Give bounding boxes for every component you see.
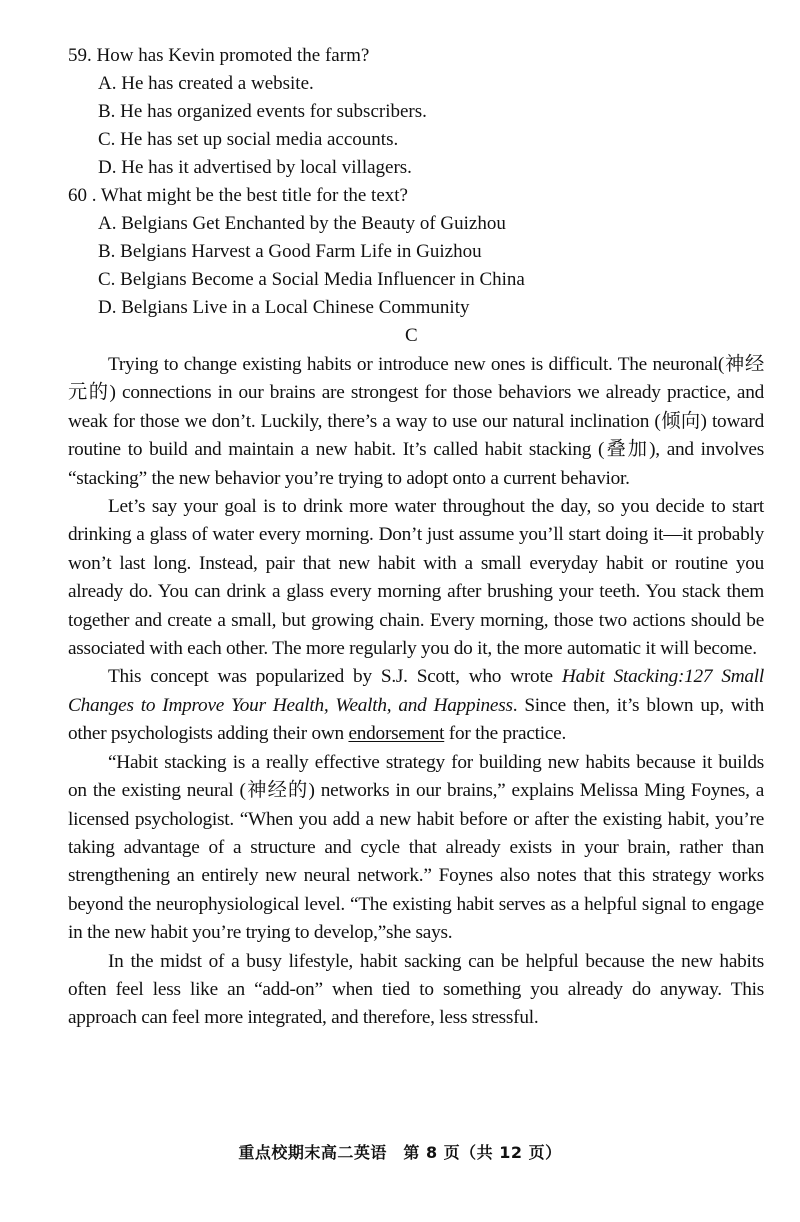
underlined-word-endorsement: endorsement [348,723,445,745]
question-60-option-c: C. Belgians Become a Social Media Influencer in China [98,269,525,290]
paragraph-3 [68,663,764,748]
question-59-stem: 59. How has Kevin promoted the farm? [68,45,370,66]
question-60-stem: 60 . What might be the best title for the text? [68,185,408,206]
paragraph-4: “Habit stacking is a really effective strategy for building new habits because it builds on the existing neural (神经的) networks in our brains,” explains Melissa Ming Foynes, a licensed psychologist. “When you add a new habit before or after the existing habit, you’re taking advantage of a structure and cycle that already exists in your brain, rather than strengthening an entirely new neural network.” Foynes also notes that this strategy works beyond the neurophysiological level. “The existing habit serves as a helpful signal to engage in the new habit you’re trying to develop,”she says. [68,751,764,944]
question-59-option-c: C. He has set up social media accounts. [98,129,399,150]
book-title: Habit Stacking:127 Small Changes to Improve Your Health, Wealth, and Happiness [68,666,765,716]
question-59-option-a: A. He has created a website. [98,73,314,94]
paragraph-5: In the midst of a busy lifestyle, habit sacking can be helpful because the new habits often feel less like an “add-on” when tied to something you already do anyway. This approach can feel more integrated, and therefore, less stressful. [68,950,764,1029]
paragraph-3-text-after: for the practice. [444,723,567,745]
question-59-option-b: B. He has organized events for subscribers. [98,101,427,122]
question-60-option-a: A. Belgians Get Enchanted by the Beauty of Guizhou [98,213,506,234]
section-heading: C [405,325,418,346]
question-60-option-b: B. Belgians Harvest a Good Farm Life in Guizhou [98,241,482,262]
paragraph-1: Trying to change existing habits or introduce new ones is difficult. The neuronal(神经元的) connections in our brains are strongest for those behaviors we already practice, and weak for those we don’t. Luckily, there’s a way to use our natural inclination (倾向) toward routine to build and maintain a new habit. It’s called habit stacking (叠加), and involves “stacking” the new behavior you’re trying to adopt onto a current behavior. [68,354,764,489]
paragraph-2: Let’s say your goal is to drink more water throughout the day, so you decide to start drinking a glass of water every morning. Don’t just assume you’ll start doing it—it probably won’t last long. Instead, pair that new habit with a small everyday habit or routine you already do. You can drink a glass every morning after brushing your teeth. You stack them together and create a small, but growing chain. Every morning, those two actions should be associated with each other. The more regularly you do it, the more automatic it will become. [68,496,764,660]
paragraph-3-text-middle: . Since then, it’s blown up, with other psychologists adding their own [68,694,764,745]
paragraph-3-text-before: This concept was popularized by S.J. Scott, who wrote [108,666,562,688]
passage-c [68,351,764,1033]
question-59-option-d: D. He has it advertised by local villagers. [98,157,412,178]
question-60-option-d: D. Belgians Live in a Local Chinese Community [98,297,470,318]
page-footer: 重点校期末高二英语 第 8 页（共 12 页） [238,1143,562,1162]
